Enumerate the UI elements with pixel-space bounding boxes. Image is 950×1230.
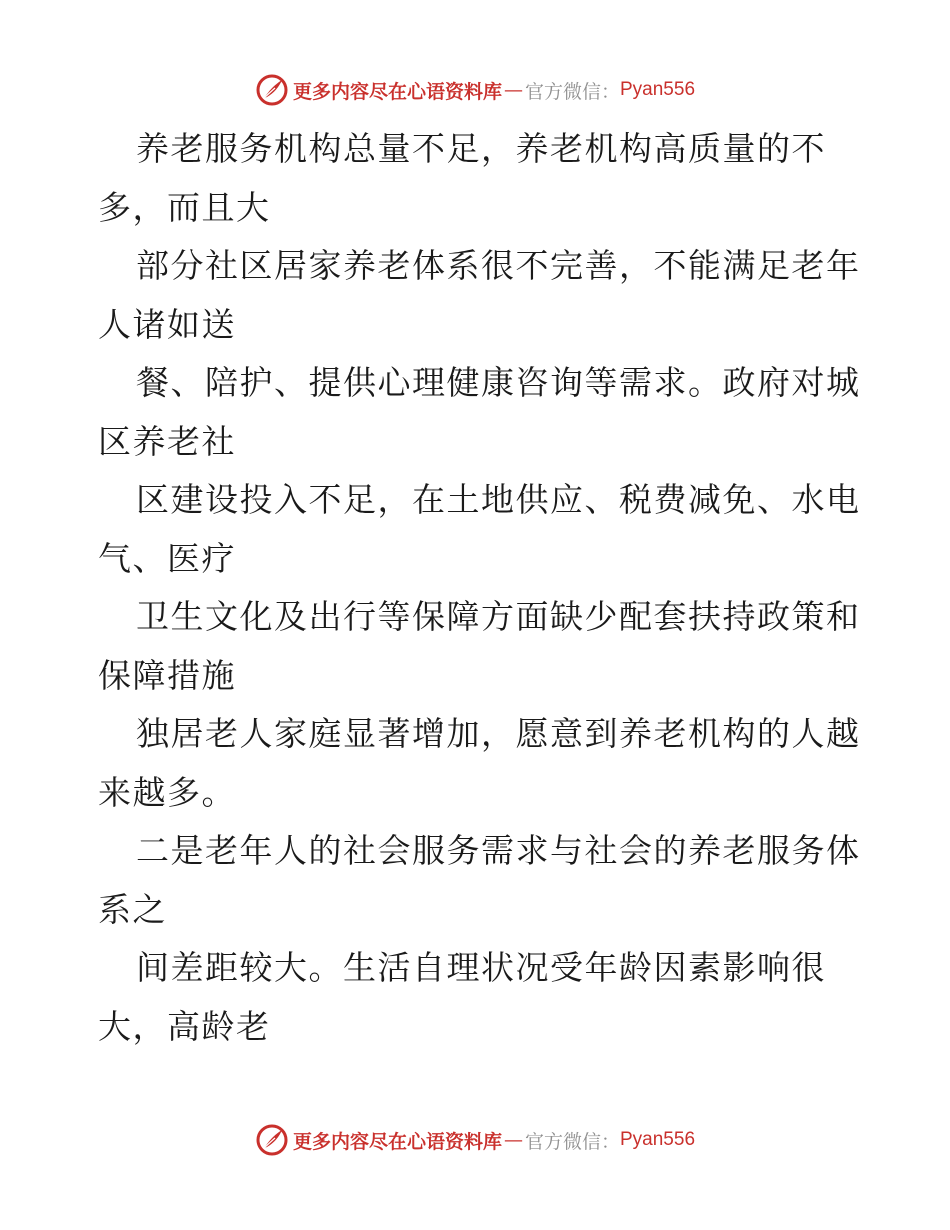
paragraph [98,354,861,471]
paragraph-line: 保障措施 [98,655,236,695]
paragraph-line: 系之 [98,889,167,929]
paragraph [98,237,861,354]
footer-watermark-banner [0,1120,950,1160]
site-name: 更多内容尽在心语资料库 [292,80,502,103]
paragraph [98,471,861,588]
banner-separator: — [503,1129,523,1151]
paragraph-line: 来越多。 [98,772,236,812]
paragraph [98,120,858,237]
paragraph-line: 区建设投入不足，在土地供应、税费减免、水电 [136,480,861,519]
paragraph-line: 大，高龄老 [98,1006,271,1046]
paragraph-line: 多，而且大 [98,187,271,227]
paragraph-line: 部分社区居家养老体系很不完善，不能满足老年 [136,246,861,285]
paragraph-line: 二是老年人的社会服务需求与社会的养老服务体 [136,831,861,870]
banner-separator: — [503,79,523,101]
wechat-label: 官方微信： [524,80,620,103]
paragraph-line: 独居老人家庭显著增加，愿意到养老机构的人越 [136,714,861,753]
document-body [98,120,861,1056]
paragraph [98,939,858,1056]
paragraph [98,705,861,822]
site-name: 更多内容尽在心语资料库 [292,1130,502,1153]
wechat-id: Pyan556 [620,1129,696,1150]
header-watermark-banner [0,70,950,110]
paragraph-line: 间差距较大。生活自理状况受年龄因素影响很 [136,948,826,987]
paragraph-line: 区养老社 [98,421,236,461]
paragraph-line: 人诸如送 [98,304,236,344]
paragraph-line: 气、医疗 [98,538,236,578]
feather-logo-icon [255,73,289,107]
paragraph-line: 养老服务机构总量不足，养老机构高质量的不 [136,129,826,168]
paragraph [98,822,861,939]
feather-logo-icon [255,1123,289,1157]
paragraph-line: 卫生文化及出行等保障方面缺少配套扶持政策和 [136,597,861,636]
paragraph-line: 餐、陪护、提供心理健康咨询等需求。政府对城 [136,363,861,402]
wechat-label: 官方微信： [524,1130,620,1153]
wechat-id: Pyan556 [620,79,696,100]
paragraph [98,588,861,705]
